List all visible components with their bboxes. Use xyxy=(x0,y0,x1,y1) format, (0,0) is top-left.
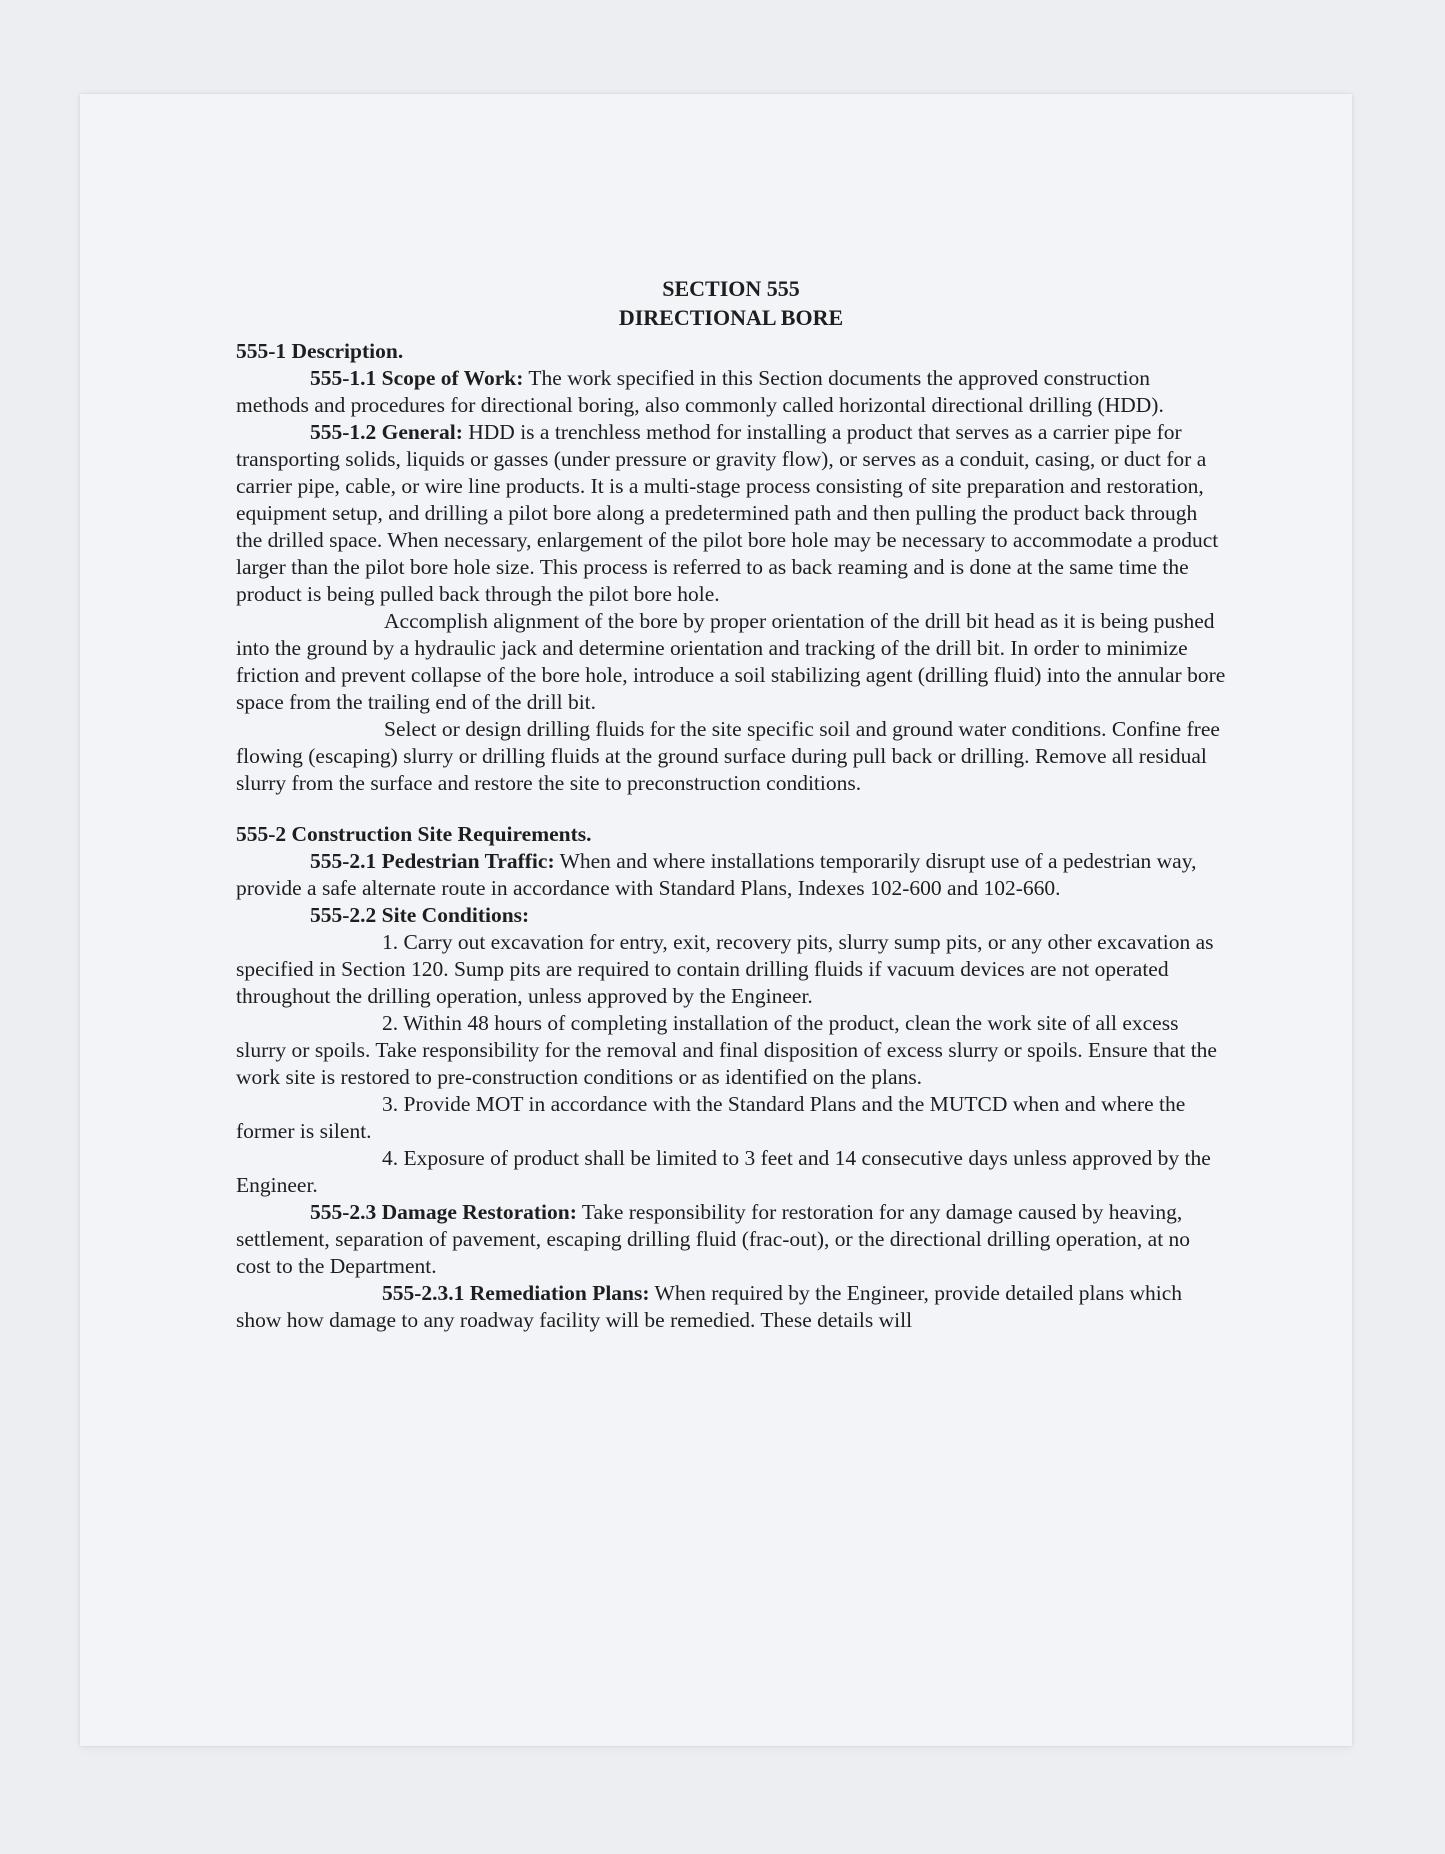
text-555-1-1: The work specified in this Section documents the approved construction methods and procedures for directional boring, also commonly called horizontal directional drilling (HDD). xyxy=(236,366,1164,417)
title-line-1: SECTION 555 xyxy=(662,276,800,301)
paper-sheet xyxy=(80,94,1352,1746)
list-item-4: 4. Exposure of product shall be limited to 3 feet and 14 consecutive days unless approved by the Engineer. xyxy=(236,1146,1211,1197)
text-555-1-2: HDD is a trenchless method for installing a product that serves as a carrier pipe for transporting solids, liquids or gasses (under pressure or gravity flow), or serves as a conduit, casing, or duct for a carrier pipe, cable, or wire line products. It is a multi-stage process consisting of site preparation and restoration, equipment setup, and drilling a pilot bore along a predetermined path and then pulling the product back through the drilled space. When necessary, enlargement of the pilot bore hole may be necessary to accommodate a product larger than the pilot bore hole size. This process is referred to as back reaming and is done at the same time the product is being pulled back through the pilot bore hole. xyxy=(236,420,1219,606)
paragraph-555-1-1 xyxy=(236,365,1226,419)
document-body xyxy=(236,274,1226,1334)
paragraph-drilling-fluids: Select or design drilling fluids for the site specific soil and ground water conditions. Confine free flowing (escaping) slurry or drilling fluids at the ground surface during pull back or drilling. Remove all residual slurry from the surface and restore the site to preconstruction conditions. xyxy=(236,717,1220,795)
heading-555-1: 555-1 Description. xyxy=(236,339,404,363)
heading-555-2-2 xyxy=(236,902,1226,929)
label-555-2-2: 555-2.2 Site Conditions: xyxy=(310,903,530,927)
label-555-2-3: 555-2.3 Damage Restoration: xyxy=(310,1200,577,1224)
text-555-2-3-1: When required by the Engineer, provide detailed plans which show how damage to any roadway facility will be remedied. These details will xyxy=(236,1281,1183,1332)
label-555-1-2: 555-1.2 General: xyxy=(310,420,463,444)
heading-555-2: 555-2 Construction Site Requirements. xyxy=(236,822,592,846)
paragraph-alignment: Accomplish alignment of the bore by proper orientation of the drill bit head as it is being pushed into the ground by a hydraulic jack and determine orientation and tracking of the drill bit. In order to minimize friction and prevent collapse of the bore hole, introduce a soil stabilizing agent (drilling fluid) into the annular bore space from the trailing end of the drill bit. xyxy=(236,609,1226,714)
paragraph-555-2-1 xyxy=(236,848,1226,902)
list-item-3: 3. Provide MOT in accordance with the Standard Plans and the MUTCD when and where the former is silent. xyxy=(236,1092,1186,1143)
paragraph-555-1-2 xyxy=(236,419,1226,608)
title-line-2: DIRECTIONAL BORE xyxy=(618,305,844,330)
paragraph-555-2-3 xyxy=(236,1199,1226,1280)
label-555-2-1: 555-2.1 Pedestrian Traffic: xyxy=(310,849,555,873)
text-555-2-3: Take responsibility for restoration for any damage caused by heaving, settlement, separation of pavement, escaping drilling fluid (frac-out), or the directional drilling operation, at no cost to the Department. xyxy=(236,1200,1191,1278)
label-555-2-3-1: 555-2.3.1 Remediation Plans: xyxy=(382,1281,650,1305)
list-item-1: 1. Carry out excavation for entry, exit, recovery pits, slurry sump pits, or any other excavation as specified in Section 120. Sump pits are required to contain drilling fluids if vacuum devices are not operated throughout the drilling operation, unless approved by the Engineer. xyxy=(236,930,1214,1008)
section-title xyxy=(236,274,1226,332)
text-555-2-1: When and where installations temporarily disrupt use of a pedestrian way, provide a safe alternate route in accordance with Standard Plans, Indexes 102-600 and 102-660. xyxy=(236,849,1197,900)
label-555-1-1: 555-1.1 Scope of Work: xyxy=(310,366,524,390)
paragraph-555-2-3-1 xyxy=(236,1280,1226,1334)
list-item-2: 2. Within 48 hours of completing installation of the product, clean the work site of all excess slurry or spoils. Take responsibility for the removal and final disposition of excess slurry or spoils. Ensure that the work site is restored to pre-construction conditions or as identified on the plans. xyxy=(236,1011,1217,1089)
